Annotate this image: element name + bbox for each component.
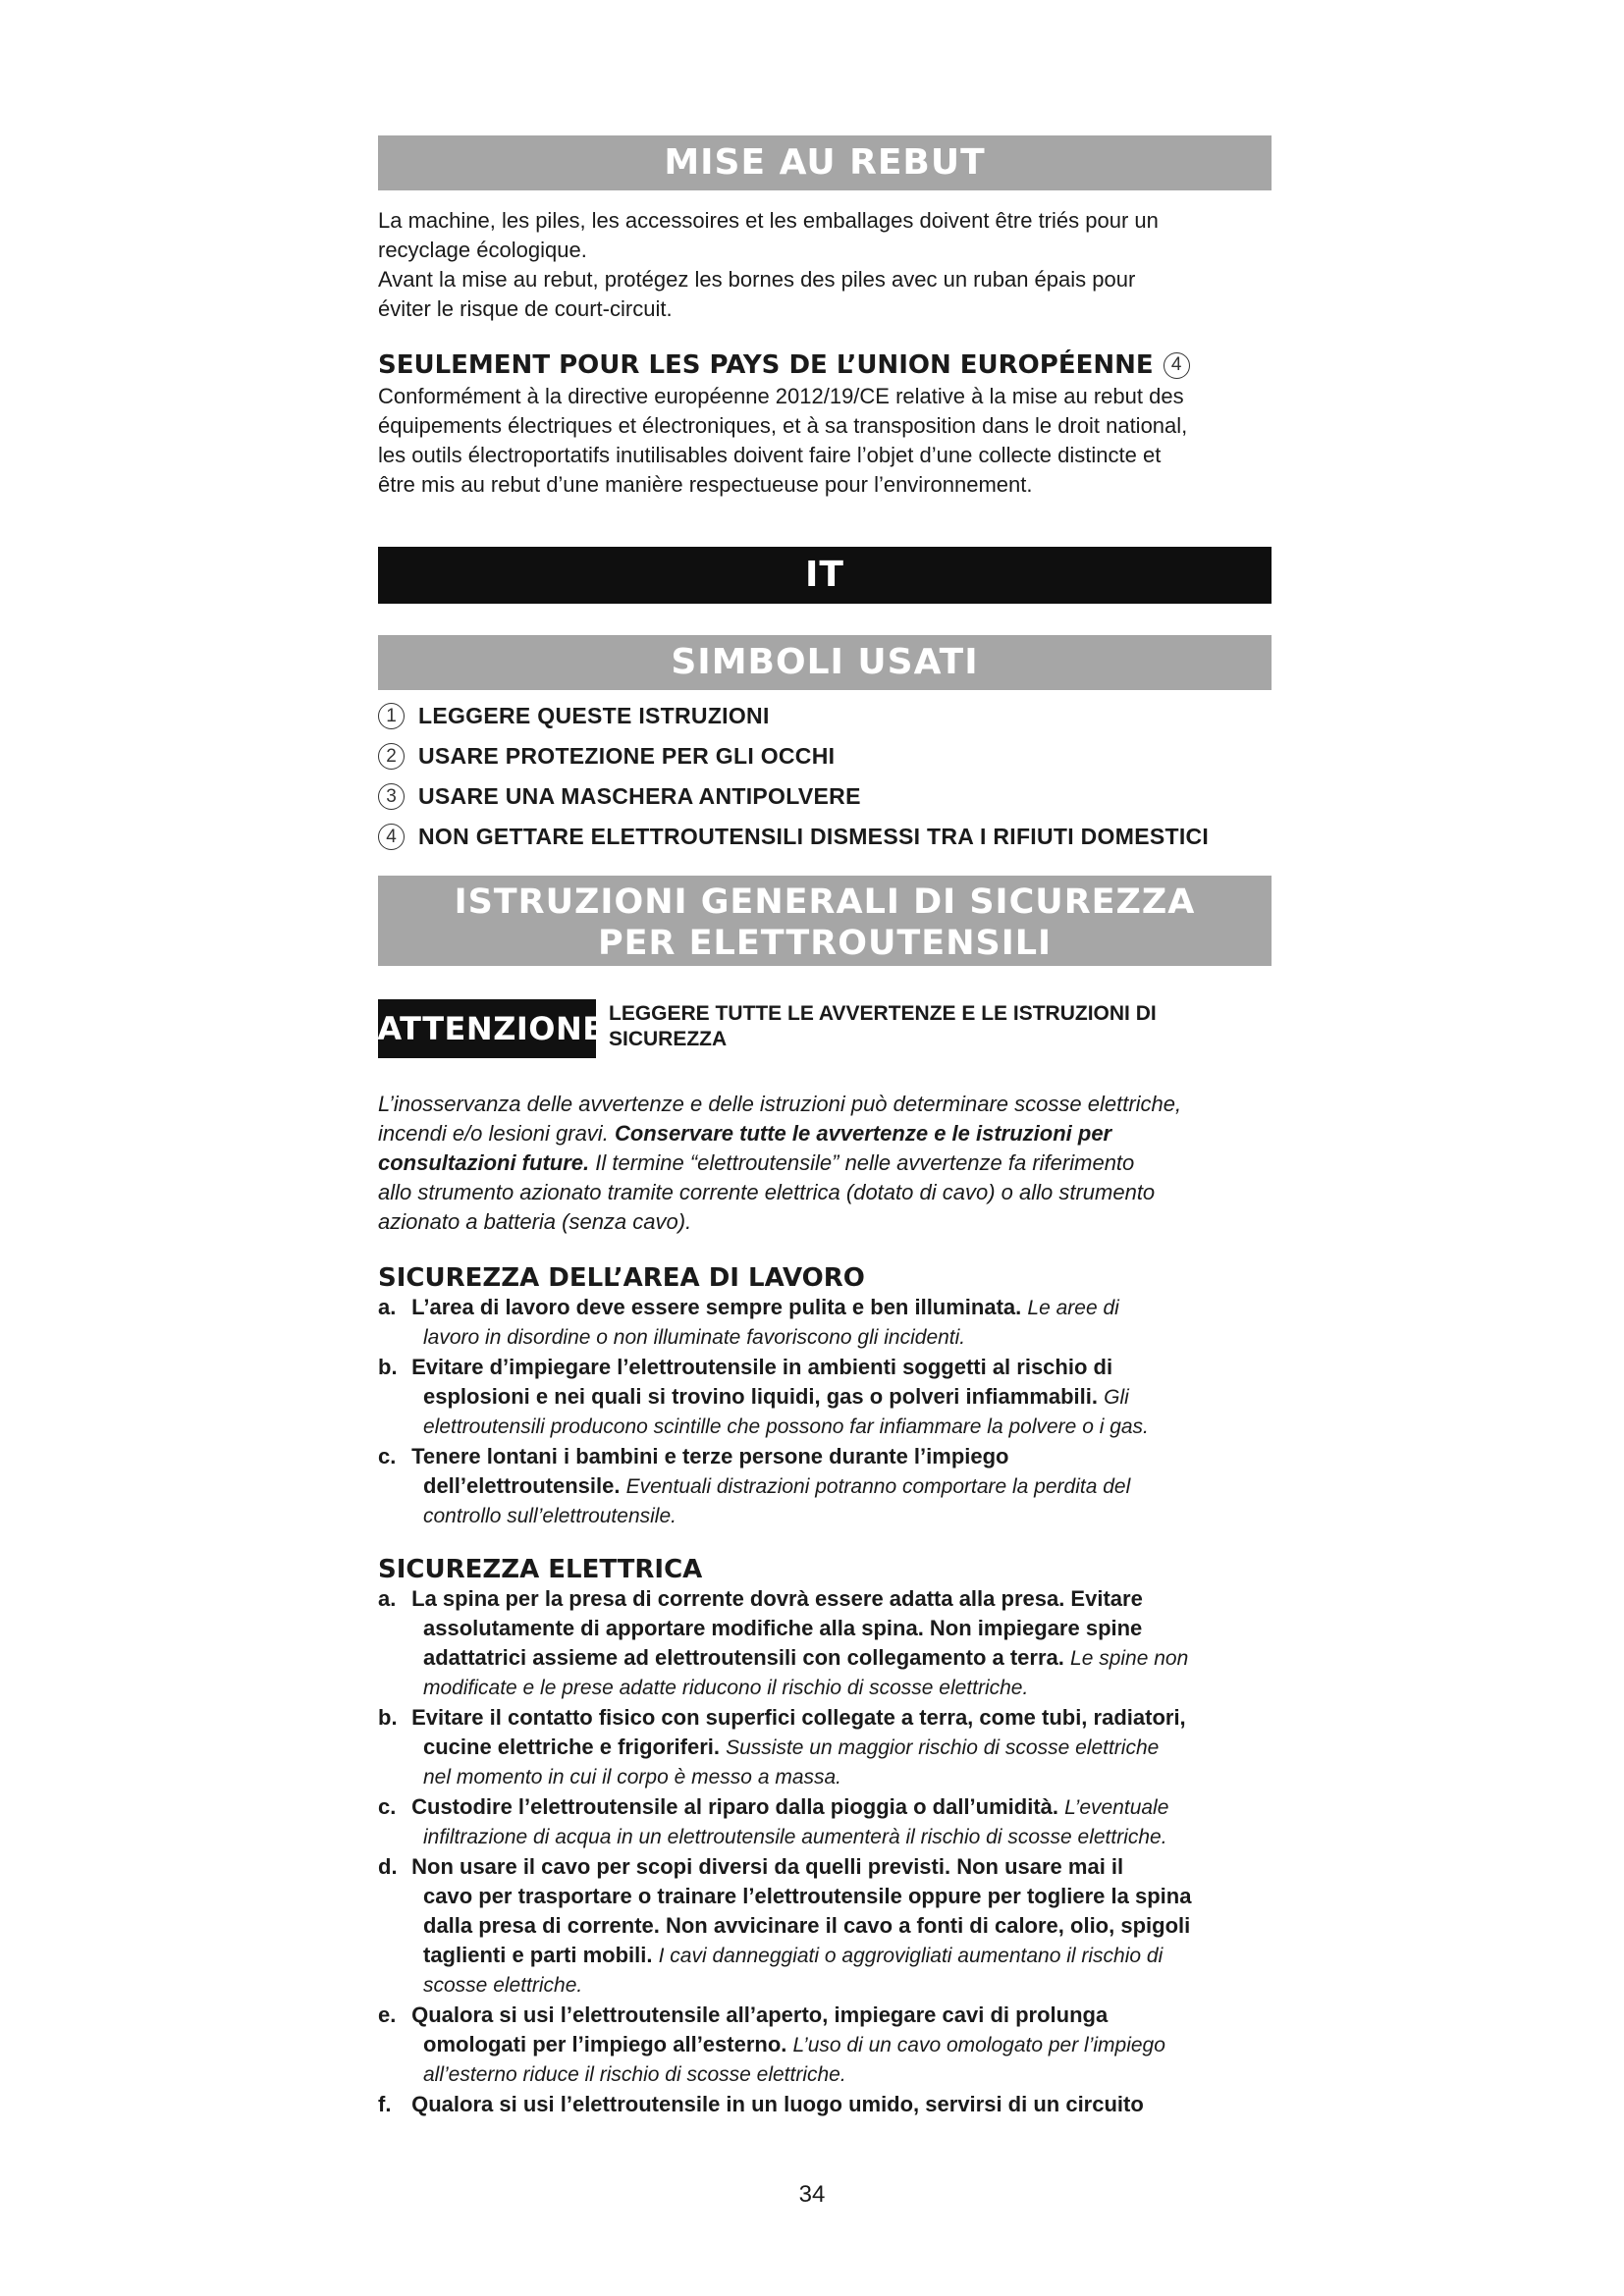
text-line — [378, 1119, 1272, 1148]
banner-simboli-usati: SIMBOLI USATI — [378, 635, 1272, 690]
symbol-1-icon: 1 — [378, 703, 405, 729]
banner-line: PER ELETTROUTENSILI — [597, 924, 1053, 963]
page-number: 34 — [798, 2181, 826, 2208]
item-label: c. — [378, 1794, 397, 1819]
text-span-bold: esplosioni e nei quali si trovino liquidi, gas o polveri infiammabili. — [423, 1384, 1099, 1409]
item-label: b. — [378, 1705, 398, 1730]
list-item — [378, 1293, 1272, 1353]
text-span-bold: omologati per l’impiego all’esterno. — [423, 2032, 787, 2056]
text-span-italic: L’eventuale — [1064, 1796, 1169, 1819]
banner-line: ISTRUZIONI GENERALI DI SICUREZZA — [454, 882, 1196, 922]
text-line: lavoro in disordine o non illuminate favoriscono gli incidenti. — [423, 1326, 966, 1349]
eu-section — [378, 350, 1272, 500]
item-label: f. — [378, 2092, 392, 2116]
text-span-bold: Qualora si usi l’elettroutensile all’aperto, impiegare cavi di prolunga — [411, 2002, 1109, 2027]
list-item — [378, 1353, 1272, 1442]
text-span-bold: Tenere lontani i bambini e terze persone durante l’impiego — [411, 1444, 1009, 1468]
list-item — [378, 1852, 1272, 2001]
text-line: recyclage écologique. — [378, 238, 587, 262]
list-item — [378, 1584, 1272, 1703]
text-line: modificate e le prese adatte riducono il rischio di scosse elettriche. — [423, 1677, 1029, 1699]
list-item — [378, 776, 1272, 817]
warning-badge — [377, 999, 605, 1058]
text-line: Avant la mise au rebut, protégez les bornes des piles avec un ruban épais pour — [378, 267, 1136, 292]
electrical-section — [378, 1555, 1272, 2119]
list-item — [378, 2090, 1272, 2119]
item-label: d. — [378, 1854, 398, 1879]
text-line: La machine, les piles, les accessoires et les emballages doivent être triés pour un — [378, 208, 1159, 233]
warning-label: ATTENZIONE — [377, 1010, 605, 1047]
text-span: incendi e/o lesioni gravi. — [378, 1121, 609, 1146]
text-span-italic: L’uso di un cavo omologato per l’impiego — [792, 2034, 1165, 2056]
symbol-4-icon: 4 — [1164, 352, 1190, 379]
banner-mise-au-rebut: MISE AU REBUT — [378, 135, 1272, 190]
list-item — [378, 1442, 1272, 1531]
text-span-italic: I cavi danneggiati o aggrovigliati aumentano il rischio di — [658, 1945, 1164, 1967]
symbol-3-icon: 3 — [378, 783, 405, 810]
text-span: Il termine “elettroutensile” nelle avvertenze fa riferimento — [595, 1150, 1135, 1175]
text-span-italic: Le aree di — [1027, 1297, 1119, 1319]
text-span-bold: La spina per la presa di corrente dovrà essere adatta alla presa. Evitare — [411, 1586, 1143, 1611]
list-item — [378, 1792, 1272, 1852]
symbol-label: USARE UNA MASCHERA ANTIPOLVERE — [418, 783, 861, 809]
electrical-heading: SICUREZZA ELETTRICA — [378, 1555, 703, 1584]
item-label: b. — [378, 1355, 398, 1379]
text-span-bold: Evitare d’impiegare l’elettroutensile in ambienti soggetti al rischio di — [411, 1355, 1113, 1379]
text-line: Conformément à la directive européenne 2012/19/CE relative à la mise au rebut des — [378, 384, 1184, 408]
text-line: assolutamente di apportare modifiche alla spina. Non impiegare spine — [423, 1616, 1143, 1640]
item-label: a. — [378, 1586, 397, 1611]
text-line: L’inosservanza delle avvertenze e delle istruzioni può determinare scosse elettriche, — [378, 1092, 1182, 1116]
text-line: SICUREZZA — [609, 1028, 728, 1050]
safety-intro — [378, 1090, 1272, 1237]
text-span-bold: Conservare tutte le avvertenze e le istruzioni per — [614, 1121, 1112, 1146]
text-span-bold: L’area di lavoro deve essere sempre pulita e ben illuminata. — [411, 1295, 1022, 1319]
text-span-bold: adattatrici assieme ad elettroutensili con collegamento a terra. — [423, 1645, 1064, 1670]
text-span-bold: Qualora si usi l’elettroutensile in un luogo umido, servirsi di un circuito — [411, 2092, 1144, 2116]
text-line: équipements électriques et électroniques, et à sa transposition dans le droit national, — [378, 413, 1188, 438]
text-span-bold: consultazioni future. — [378, 1150, 590, 1175]
text-span-italic: Sussiste un maggior rischio di scosse elettriche — [726, 1736, 1160, 1759]
text-span-bold: dell’elettroutensile. — [423, 1473, 621, 1498]
item-label: a. — [378, 1295, 397, 1319]
text-span-bold: cucine elettriche e frigoriferi. — [423, 1735, 720, 1759]
symbols-list — [378, 696, 1272, 857]
list-item — [378, 736, 1272, 776]
text-line: infiltrazione di acqua in un elettroutensile aumenterà il rischio di scosse elettriche. — [423, 1826, 1167, 1848]
symbol-label: NON GETTARE ELETTROUTENSILI DISMESSI TRA I RIFIUTI DOMESTICI — [418, 824, 1210, 849]
disposal-paragraph — [378, 206, 1272, 324]
eu-heading: SEULEMENT POUR LES PAYS DE L’UNION EUROPÉENNE — [378, 350, 1154, 380]
work-area-heading: SICUREZZA DELL’AREA DI LAVORO — [378, 1263, 865, 1293]
text-line — [378, 1148, 1272, 1178]
text-line: scosse elettriche. — [423, 1974, 583, 1997]
text-span-italic: Gli — [1104, 1386, 1129, 1409]
text-line: controllo sull’elettroutensile. — [423, 1505, 677, 1527]
text-line: elettroutensili producono scintille che possono far infiammare la polvere o i gas. — [423, 1415, 1149, 1438]
text-line: être mis au rebut d’une manière respectueuse pour l’environnement. — [378, 472, 1033, 497]
text-span-bold: Custodire l’elettroutensile al riparo dalla pioggia o dall’umidità. — [411, 1794, 1059, 1819]
symbol-2-icon: 2 — [378, 743, 405, 770]
text-line: LEGGERE TUTTE LE AVVERTENZE E LE ISTRUZIONI DI — [609, 1002, 1157, 1025]
text-line: azionato a batteria (senza cavo). — [378, 1209, 692, 1234]
text-line: éviter le risque de court-circuit. — [378, 296, 673, 321]
text-line: dalla presa di corrente. Non avvicinare il cavo a fonti di calore, olio, spigoli — [423, 1913, 1191, 1938]
symbol-label: LEGGERE QUESTE ISTRUZIONI — [418, 703, 770, 728]
text-span-italic: Eventuali distrazioni potranno comportare la perdita del — [625, 1475, 1131, 1498]
list-item — [378, 817, 1272, 857]
banner-istruzioni-generali — [378, 876, 1272, 966]
list-item — [378, 2001, 1272, 2090]
work-area-section — [378, 1263, 1272, 1531]
item-label: e. — [378, 2002, 397, 2027]
text-span-bold: Non usare il cavo per scopi diversi da quelli previsti. Non usare mai il — [411, 1854, 1124, 1879]
warning-text — [609, 1001, 1276, 1052]
text-span-bold: Evitare il contatto fisico con superfici collegate a terra, come tubi, radiatori, — [411, 1705, 1186, 1730]
banner-language-it: IT — [378, 547, 1272, 604]
text-span-bold: taglienti e parti mobili. — [423, 1943, 653, 1967]
list-item — [378, 696, 1272, 736]
list-item — [378, 1703, 1272, 1792]
text-line: all’esterno riduce il rischio di scosse elettriche. — [423, 2063, 846, 2086]
text-span-italic: Le spine non — [1070, 1647, 1189, 1670]
symbol-label: USARE PROTEZIONE PER GLI OCCHI — [418, 743, 836, 769]
item-label: c. — [378, 1444, 397, 1468]
text-line: les outils électroportatifs inutilisables doivent faire l’objet d’une collecte distincte et — [378, 443, 1162, 467]
text-line: allo strumento azionato tramite corrente elettrica (dotato di cavo) o allo strumento — [378, 1180, 1156, 1204]
text-line: nel momento in cui il corpo è messo a massa. — [423, 1766, 842, 1789]
text-line: cavo per trasportare o trainare l’elettroutensile oppure per togliere la spina — [423, 1884, 1192, 1908]
symbol-4-icon: 4 — [378, 824, 405, 850]
